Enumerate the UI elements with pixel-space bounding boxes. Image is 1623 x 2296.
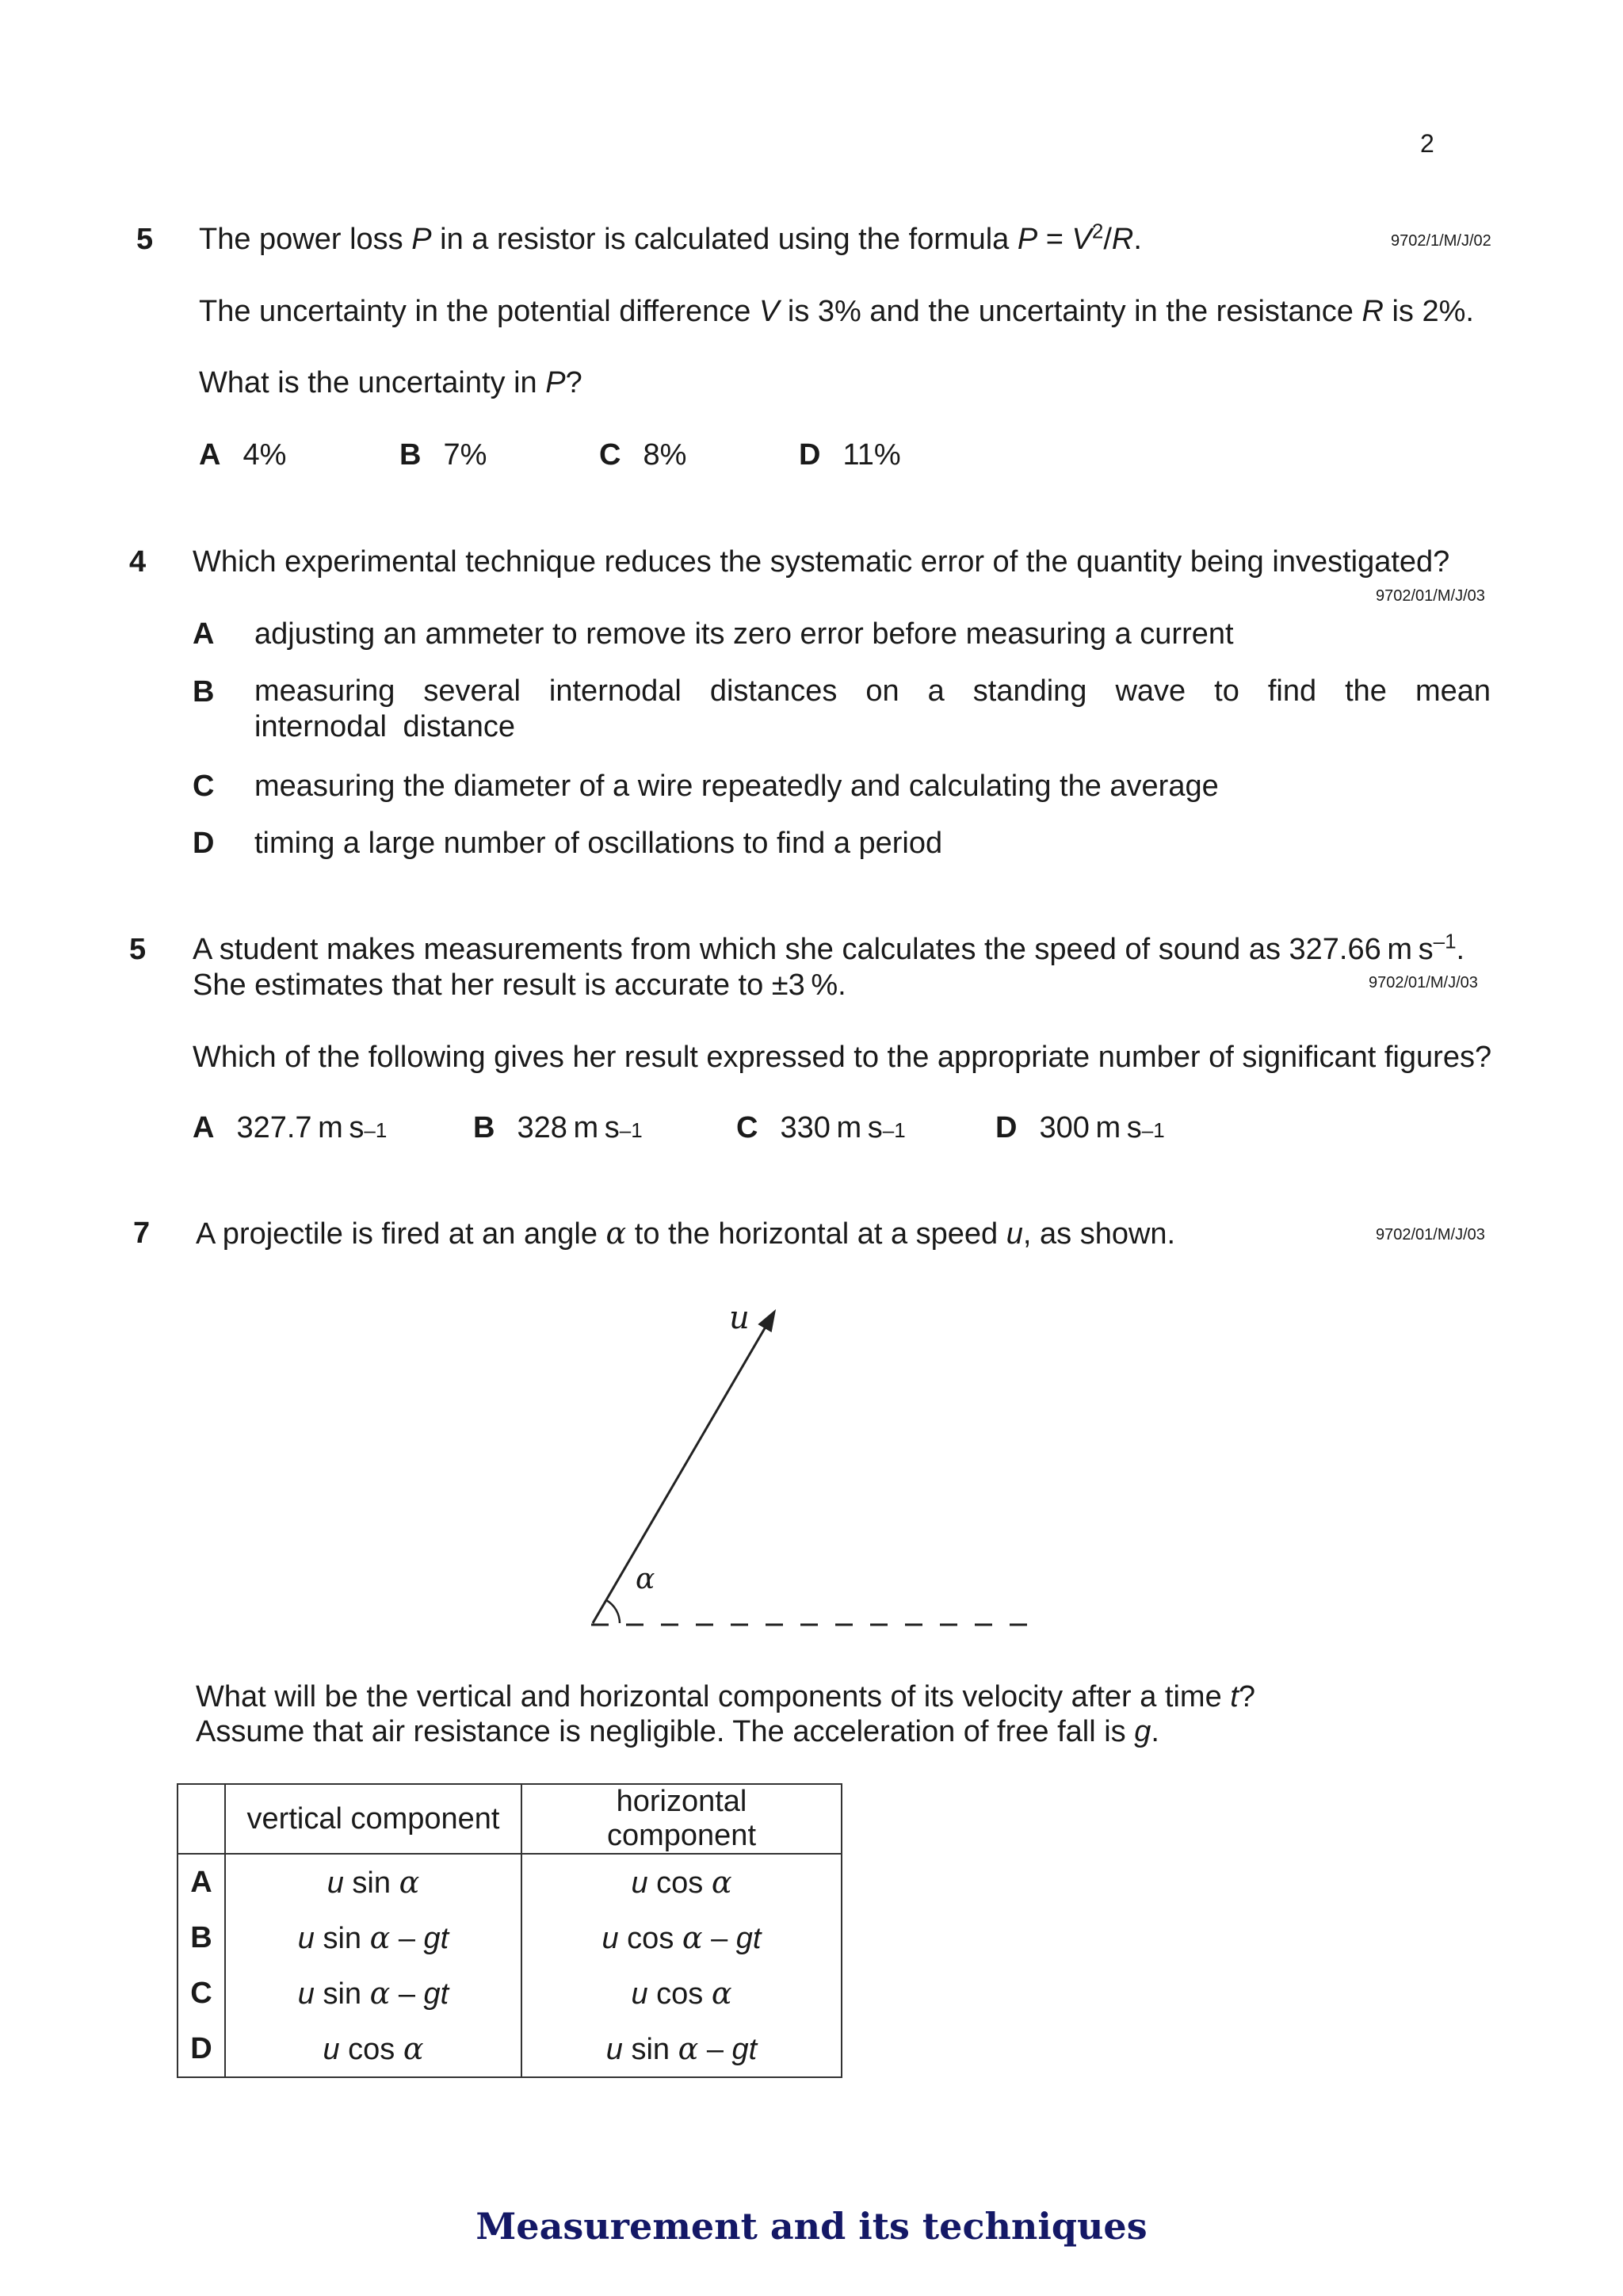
speed-label: u (729, 1300, 750, 1336)
table-row-a[interactable] (178, 1854, 842, 1910)
question-line: The uncertainty in the potential difference V is 3% and the uncertainty in the resistance R is 2%. (199, 295, 1474, 328)
question-stem-line: A student makes measurements from which she calculates the speed of sound as 327.66 m $s^{-1}$. (193, 929, 1465, 966)
option-b[interactable]: B 328 m s –1 (473, 1111, 643, 1144)
angle-label: α (636, 1563, 655, 1595)
row-label: C (178, 1966, 225, 2021)
projectile-diagram (579, 1292, 1054, 1641)
option-b[interactable]: B 7% (399, 438, 487, 472)
question-stem: The power loss P in a resistor is calculated using the formula $P = V^2/R$. (199, 219, 1142, 256)
question-prompt: What is the uncertainty in P? (199, 366, 582, 399)
option-b[interactable]: B measuring several internodal distances on a standing wave to find the mean internodal distance (193, 674, 1491, 743)
row-label: A (178, 1854, 225, 1910)
question-prompt: Which of the following gives her result expressed to the appropriate number of significant figures? (193, 1041, 1492, 1074)
vertical-component: u sin α – gt (225, 1910, 521, 1966)
column-header-horizontal: horizontal component (521, 1784, 842, 1854)
paper-reference: 9702/1/M/J/02 (1391, 232, 1491, 250)
paper-reference: 9702/01/M/J/03 (1369, 974, 1478, 991)
horizontal-component: u cos α (521, 1966, 842, 2021)
column-header-vertical: vertical component (225, 1784, 521, 1854)
table-corner-cell (178, 1784, 225, 1854)
option-c[interactable]: C 8% (599, 438, 687, 472)
vertical-component: u sin α (225, 1854, 521, 1910)
question-stem-line: She estimates that her result is accurate to ±3 %. (193, 968, 846, 1002)
table-row-d[interactable] (178, 2021, 842, 2077)
option-a[interactable]: A 4% (199, 438, 287, 472)
vertical-component: u cos α (225, 2021, 521, 2077)
page-footer-title: Measurement and its techniques (475, 2205, 1148, 2248)
table-row-c[interactable] (178, 1966, 842, 2021)
option-d[interactable]: D 11% (799, 438, 901, 472)
question-number: 7 (133, 1217, 151, 1250)
horizontal-component: u cos α (521, 1854, 842, 1910)
question-stem: A projectile is fired at an angle α to the horizontal at a speed u, as shown. (196, 1216, 1176, 1251)
row-label: B (178, 1910, 225, 1966)
option-a[interactable]: A 327.7 m s –1 (193, 1111, 388, 1144)
table-header-row (178, 1784, 842, 1854)
vertical-component: u sin α – gt (225, 1966, 521, 2021)
option-c[interactable]: C 330 m s –1 (736, 1111, 906, 1144)
answer-table (177, 1783, 842, 2078)
horizontal-component: u cos α – gt (521, 1910, 842, 1966)
option-d[interactable]: D 300 m s –1 (995, 1111, 1165, 1144)
question-prompt-line: Assume that air resistance is negligible. The acceleration of free fall is g. (196, 1715, 1159, 1748)
paper-reference: 9702/01/M/J/03 (1376, 1226, 1485, 1244)
question-prompt-line: What will be the vertical and horizontal components of its velocity after a time t? (196, 1680, 1255, 1713)
velocity-vector (593, 1319, 770, 1623)
page-number: 2 (1420, 129, 1434, 158)
row-label: D (178, 2021, 225, 2077)
question-number: 5 (129, 933, 147, 966)
horizontal-component: u sin α – gt (521, 2021, 842, 2077)
answer-options (193, 1110, 1223, 1146)
table-row-b[interactable] (178, 1910, 842, 1966)
question-number: 5 (136, 223, 154, 256)
angle-arc (606, 1600, 620, 1623)
question-number: 4 (129, 545, 147, 579)
question-stem: Which experimental technique reduces the systematic error of the quantity being investigated? (193, 545, 1450, 579)
paper-reference: 9702/01/M/J/03 (1376, 587, 1485, 605)
